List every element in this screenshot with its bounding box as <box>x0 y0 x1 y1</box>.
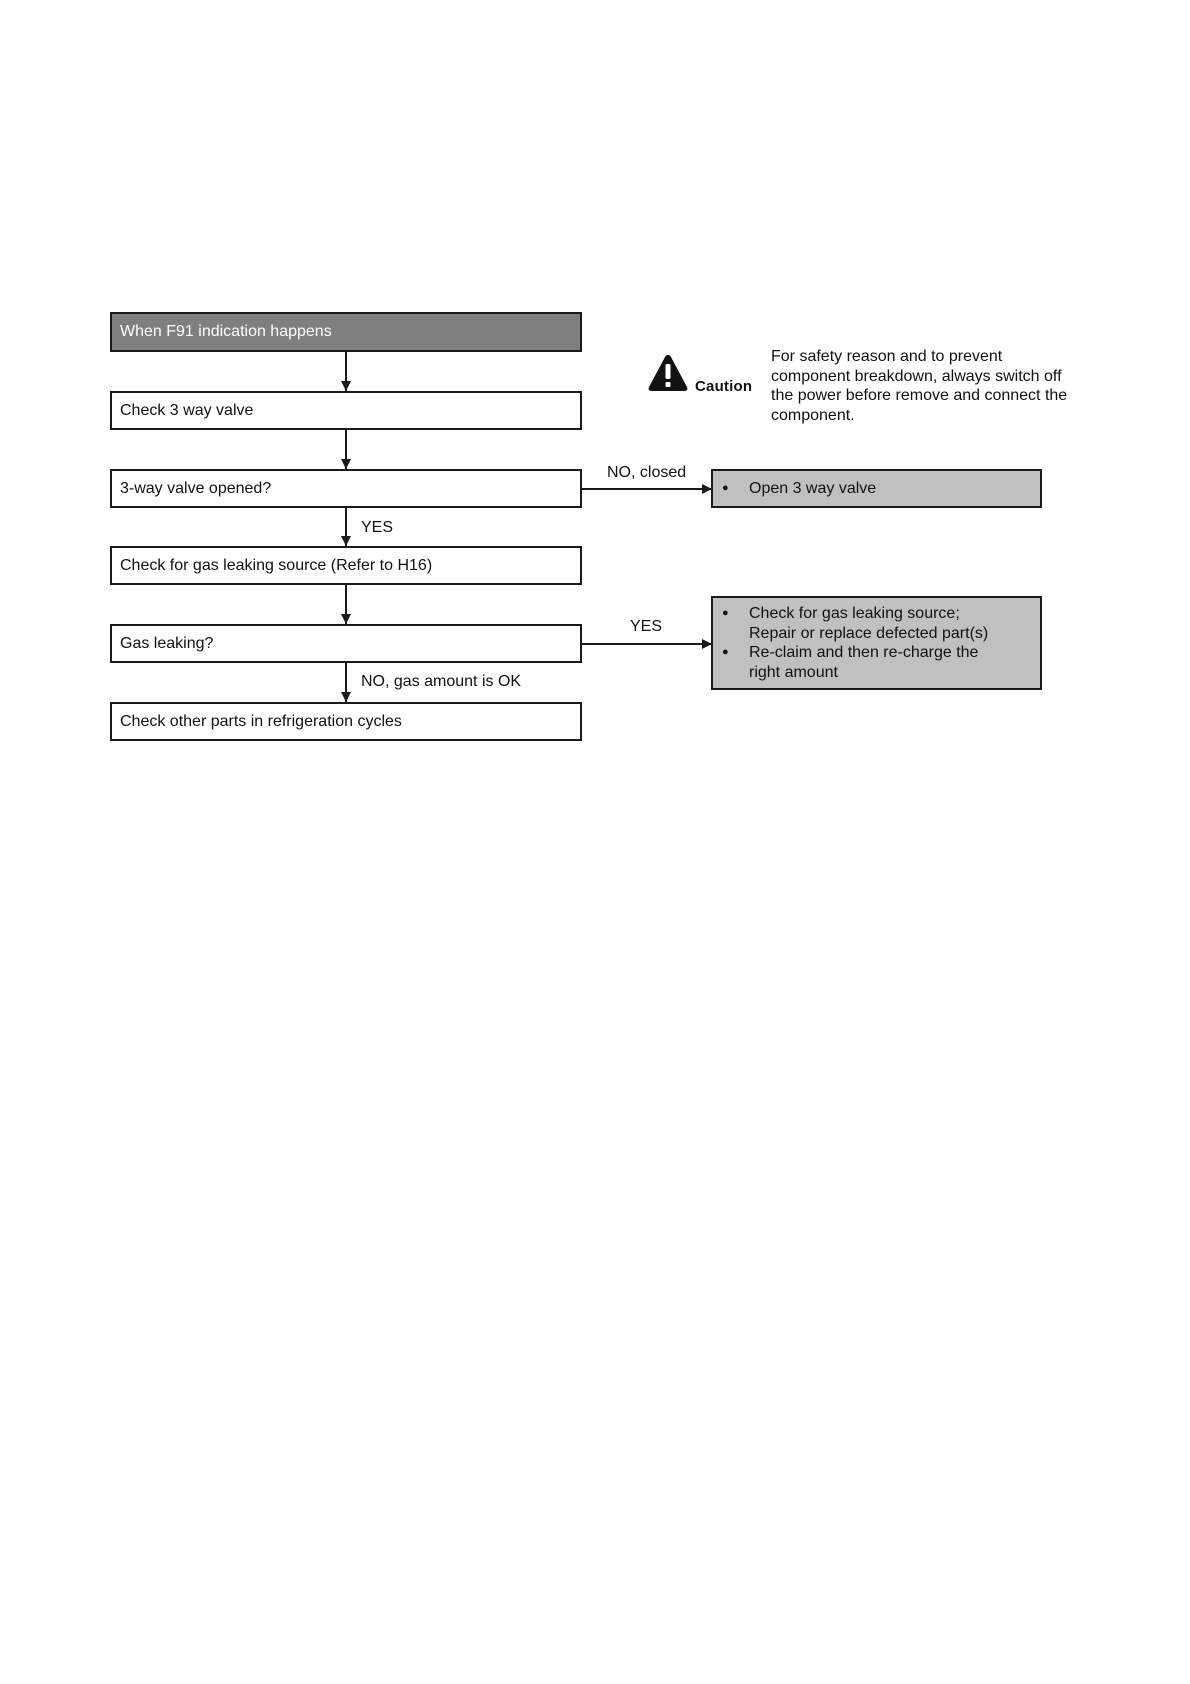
decision-valve-opened <box>110 469 582 508</box>
edge-label-valve-yes: YES <box>361 519 394 536</box>
action-gas-leak-item: ● Re-claim and then re-charge the right amount <box>719 643 1032 682</box>
step-check-3-way-valve <box>110 391 582 430</box>
step-check-gas-leak-source <box>110 546 582 585</box>
edge-label-gas-ok: NO, gas amount is OK <box>361 673 522 690</box>
action-gas-leak-list <box>719 604 1032 682</box>
decision-gas-leaking <box>110 624 582 663</box>
action-open-valve <box>711 469 1042 508</box>
step-check-other-parts-label: Check other parts in refrigeration cycles <box>120 712 402 730</box>
action-open-valve-list <box>719 479 876 499</box>
action-open-valve-item: ● Open 3 way valve <box>719 479 876 499</box>
edge-label-no-closed: NO, closed <box>607 464 687 481</box>
action-gas-leak-item: ● Check for gas leaking source; Repair or replace defected part(s) <box>719 604 1032 643</box>
edge-label-leak-yes: YES <box>630 618 663 635</box>
caution-text: For safety reason and to prevent component breakdown, always switch off the power before remove and connect the component. <box>771 348 1068 424</box>
decision-gas-leaking-label: Gas leaking? <box>120 634 214 652</box>
decision-valve-opened-label: 3-way valve opened? <box>120 479 272 497</box>
start-node <box>110 312 582 352</box>
step-check-other-parts <box>110 702 582 741</box>
action-gas-leak-repair <box>711 596 1042 690</box>
step-check-gas-leak-source-label: Check for gas leaking source (Refer to H16) <box>120 556 433 574</box>
start-node-label: When F91 indication happens <box>120 323 332 340</box>
caution-warning-icon <box>647 353 689 393</box>
step-check-3-way-valve-label: Check 3 way valve <box>120 401 254 419</box>
caution-label: Caution <box>695 378 753 395</box>
